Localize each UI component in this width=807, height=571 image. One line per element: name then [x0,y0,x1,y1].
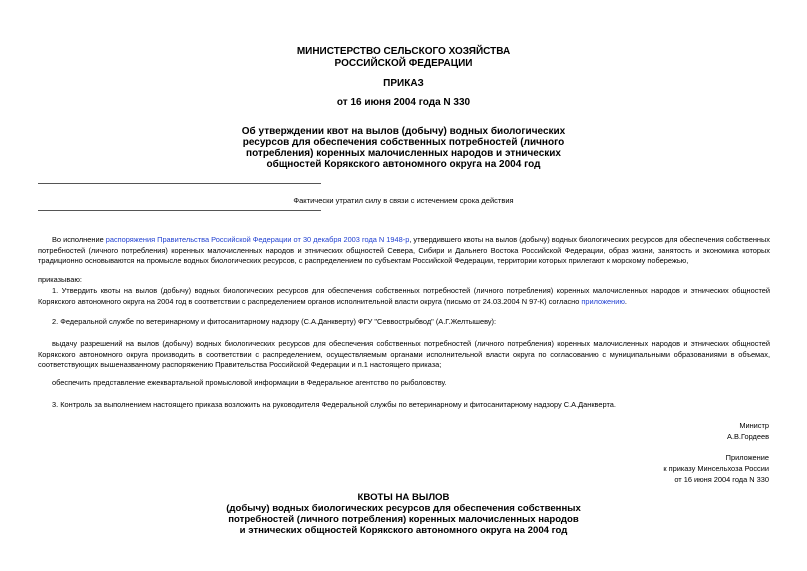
appendix-label: Приложение [725,453,769,462]
document-subject-line3: потребления) коренных малочисленных народов и этнических [246,148,561,159]
preamble-paragraph [38,235,770,267]
status-note: Фактически утратил силу в связи с истечением срока действия [293,196,514,205]
clause-1-paragraph [38,286,770,307]
preamble-prefix: Во исполнение [52,235,106,244]
government-order-link[interactable]: распоряжения Правительства Российской Федерации от 30 декабря 2003 года N 1948-р [105,235,410,244]
clause-2-permits-paragraph: выдачу разрешений на вылов (добычу) водных биологических ресурсов для обеспечения собственных потребностей (личного потребления) коренных малочисленных народов и этнических общностей Корякского автономного округа производить в соответствии с распределением, осуществляемым органами исполнительной власти округа по согласованию с муниципальными образованиями в объемах, соответствующих вышеназванному распоряжению Правительства Российской Федерации и п.1 настоящего приказа; [38,339,770,370]
ministry-name-line1: МИНИСТЕРСТВО СЕЛЬСКОГО ХОЗЯЙСТВА [296,46,511,57]
appendix-title-line1: КВОТЫ НА ВЫЛОВ [357,492,450,503]
document-subject-line2: ресурсов для обеспечения собственных потребностей (личного [242,137,565,148]
clause-2-reporting-paragraph: обеспечить представление ежеквартальной промысловой информации в Федеральное агентство по рыболовству. [52,378,447,387]
divider-bottom [38,210,321,211]
appendix-title-line4: и этнических общностей Корякского автономного округа на 2004 год [239,525,568,536]
signature-title: Министр [739,421,769,430]
preamble-suffix: , утвердившего квоты на вылов (добычу) водных биологических ресурсов для обеспечения собственных потребностей (личного потребления) коренных малочисленных народов и этнических общностей Севера, Сибири и Дальнего Востока Российской Федерации, образ жизни, занятость и экономика которых традиционно основываются на промысле водных биологических ресурсов, с распределением по субъектам Российской Федерации, территории которых прилегают к морскому побережью, [38,235,770,266]
document-type: ПРИКАЗ [383,78,424,89]
clause-1-suffix: . [624,296,627,306]
clause-2-paragraph: 2. Федеральной службе по ветеринарному и фитосанитарному надзору (С.А.Данкверту) ФГУ "Севвострыбвод" (А.Г.Желтышеву): [52,317,497,326]
clause-1-text: 1. Утвердить квоты на вылов (добычу) водных биологических ресурсов для обеспечения собственных потребностей (личного потребления) коренных малочисленных народов и этнических общностей Корякского автономного округа на 2004 год в соответствии с распределением органов исполнительной власти округа (письмо от 24.03.2004 N 97-К) согласно [38,286,770,306]
appendix-order-ref: к приказу Минсельхоза России [663,464,769,473]
document-date: от 16 июня 2004 года N 330 [336,97,471,108]
appendix-order-date: от 16 июня 2004 года N 330 [674,475,769,484]
appendix-title-line3: потребностей (личного потребления) коренных малочисленных народов [228,514,579,525]
document-subject-line1: Об утверждении квот на вылов (добычу) водных биологических [241,126,566,137]
appendix-title-line2: (добычу) водных биологических ресурсов для обеспечения собственных [226,503,581,514]
appendix-link[interactable]: приложению [581,296,625,306]
divider-top [38,183,321,184]
document-subject-line4: общностей Корякского автономного округа на 2004 год [266,159,541,170]
signature-name: А.В.Гордеев [727,432,769,441]
ministry-name-line2: РОССИЙСКОЙ ФЕДЕРАЦИИ [334,58,473,69]
order-word: приказываю: [38,275,82,284]
clause-3-paragraph: 3. Контроль за выполнением настоящего приказа возложить на руководителя Федеральной службы по ветеринарному и фитосанитарному надзору С.А.Данкверта. [52,400,616,409]
